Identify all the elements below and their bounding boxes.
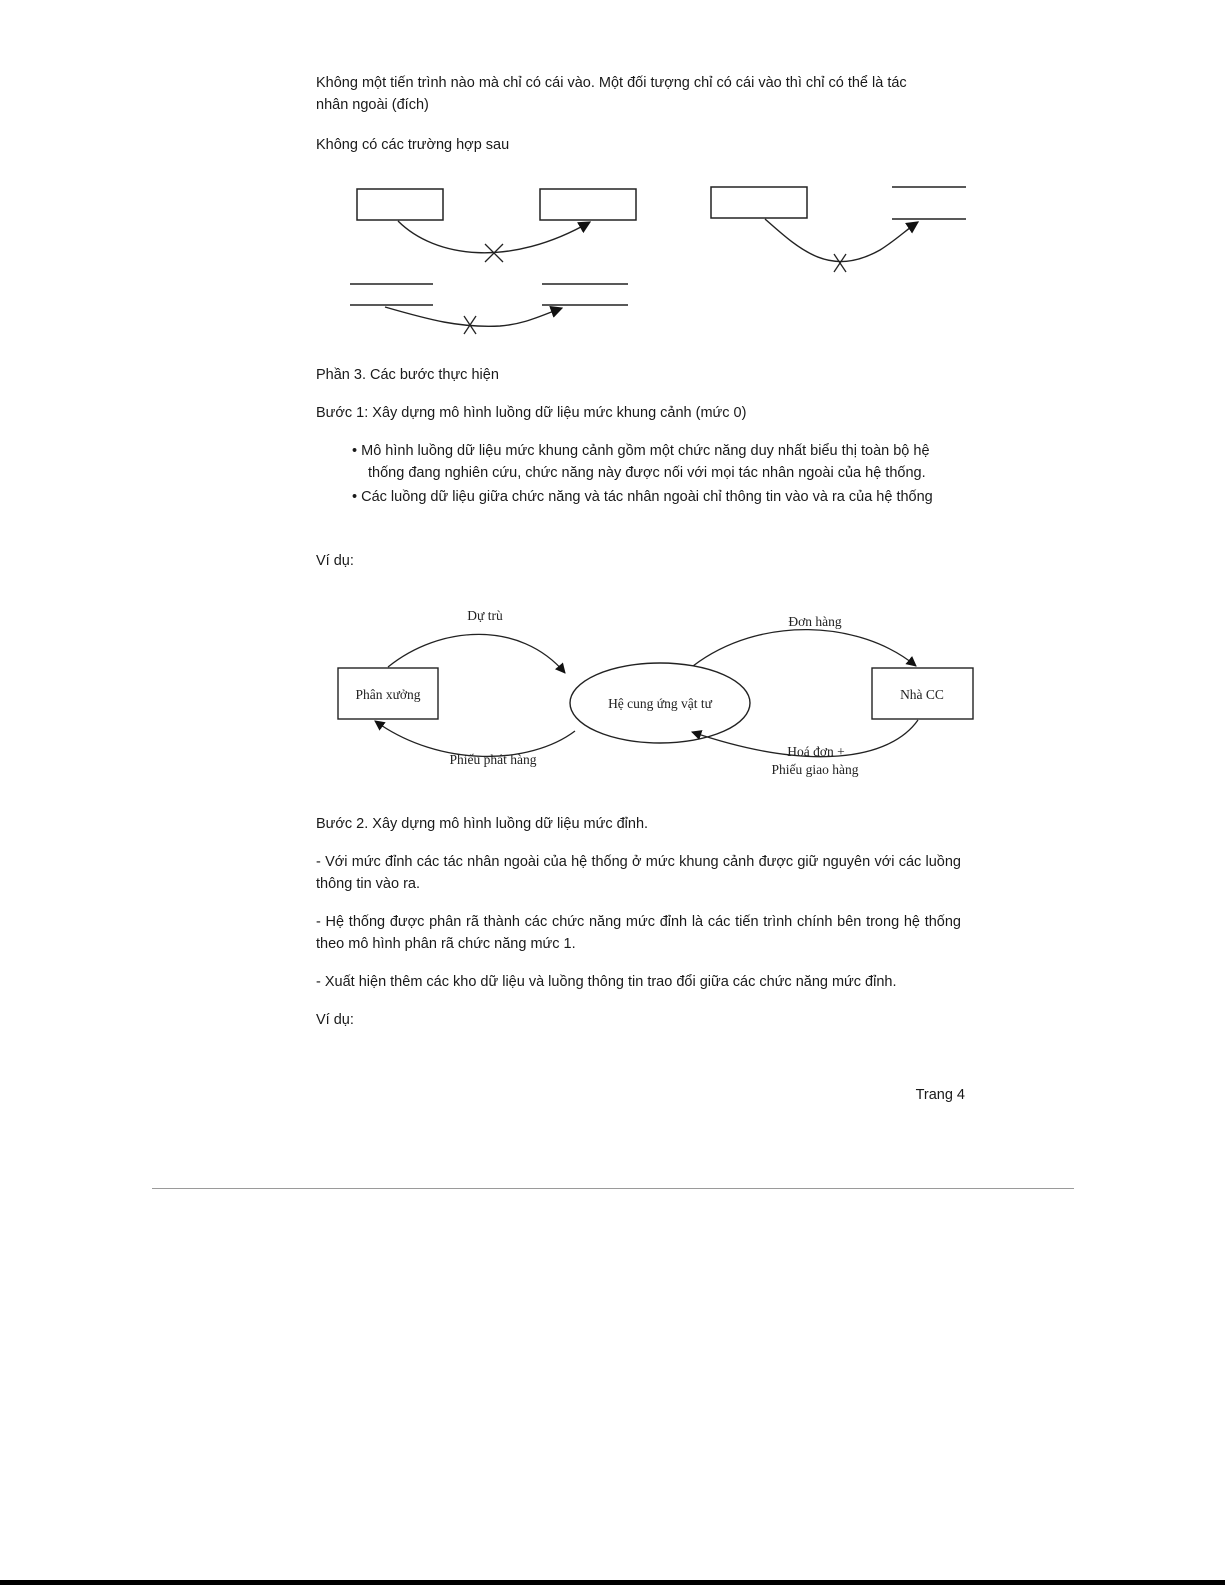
part3-heading: Phần 3. Các bước thực hiện: [316, 367, 499, 383]
entity-phan-xuong-label: Phân xưởng: [355, 687, 421, 702]
step2-paragraph-2: - Hệ thống được phân rã thành các chức năng mức đỉnh là các tiến trình chính bên trong hệ thống theo mô hình phân rã chức năng mức 1.: [316, 914, 961, 952]
context-diagram: [330, 600, 990, 790]
bullet-dot-icon: •: [352, 489, 362, 505]
bullet-text: Các luồng dữ liệu giữa chức năng và tác nhân ngoài chỉ thông tin vào và ra của hệ thống: [361, 489, 933, 505]
step2-heading: Bước 2. Xây dựng mô hình luồng dữ liệu mức đỉnh.: [316, 816, 649, 832]
example-label-2: Ví dụ:: [316, 1012, 354, 1028]
case2-cross-icon: [834, 254, 846, 272]
case2-source-entity: [711, 187, 807, 218]
example-label-1: Ví dụ:: [316, 553, 354, 569]
case2-flow: [765, 219, 918, 262]
invalid-cases-diagram: [340, 178, 980, 348]
flow-du-tru-label: Dự trù: [467, 608, 503, 623]
step2-paragraph-1: - Với mức đỉnh các tác nhân ngoài của hệ thống ở mức khung cảnh được giữ nguyên với các luồng thông tin vào ra.: [316, 854, 961, 892]
page-separator: [152, 1188, 1074, 1189]
bullet-item: [316, 486, 956, 508]
flow-hoa-don-label-2: Phiếu giao hàng: [771, 762, 859, 777]
entity-nha-cc-label: Nhà CC: [900, 687, 944, 702]
step1-bullet-list: [316, 440, 956, 510]
case1-flow: [398, 221, 590, 253]
flow-du-tru: [388, 634, 565, 673]
flow-don-hang: [693, 630, 916, 666]
bullet-dot-icon: •: [352, 443, 362, 459]
bottom-border: [0, 1580, 1225, 1585]
no-cases-heading: Không có các trường hợp sau: [316, 137, 510, 153]
flow-hoa-don-label-1: Hoá đơn +: [787, 744, 845, 759]
intro-line-2: nhân ngoài (đích): [316, 97, 429, 113]
intro-line-1: Không một tiến trình nào mà chỉ có cái vào. Một đối tượng chỉ có cái vào thì chỉ có thể là tác: [316, 75, 907, 91]
step2-paragraph-3: - Xuất hiện thêm các kho dữ liệu và luồng thông tin trao đổi giữa các chức năng mức đỉnh.: [316, 974, 897, 990]
process-he-cung-ung-label: Hệ cung ứng vật tư: [608, 696, 712, 711]
flow-don-hang-label: Đơn hàng: [788, 614, 842, 629]
flow-phieu-phat-hang-label: Phiếu phát hàng: [449, 752, 537, 767]
bullet-text: Mô hình luồng dữ liệu mức khung cảnh gồm một chức năng duy nhất biểu thị toàn bộ hệ thống đang nghiên cứu, chức năng này được nối với mọi tác nhân ngoài của hệ thống.: [361, 443, 930, 481]
case1-target-entity: [540, 189, 636, 220]
bullet-item: [316, 440, 956, 484]
step1-heading: Bước 1: Xây dựng mô hình luồng dữ liệu mức khung cảnh (mức 0): [316, 405, 747, 421]
case1-source-entity: [357, 189, 443, 220]
case3-flow: [385, 307, 562, 326]
page-number: Trang 4: [915, 1087, 965, 1103]
